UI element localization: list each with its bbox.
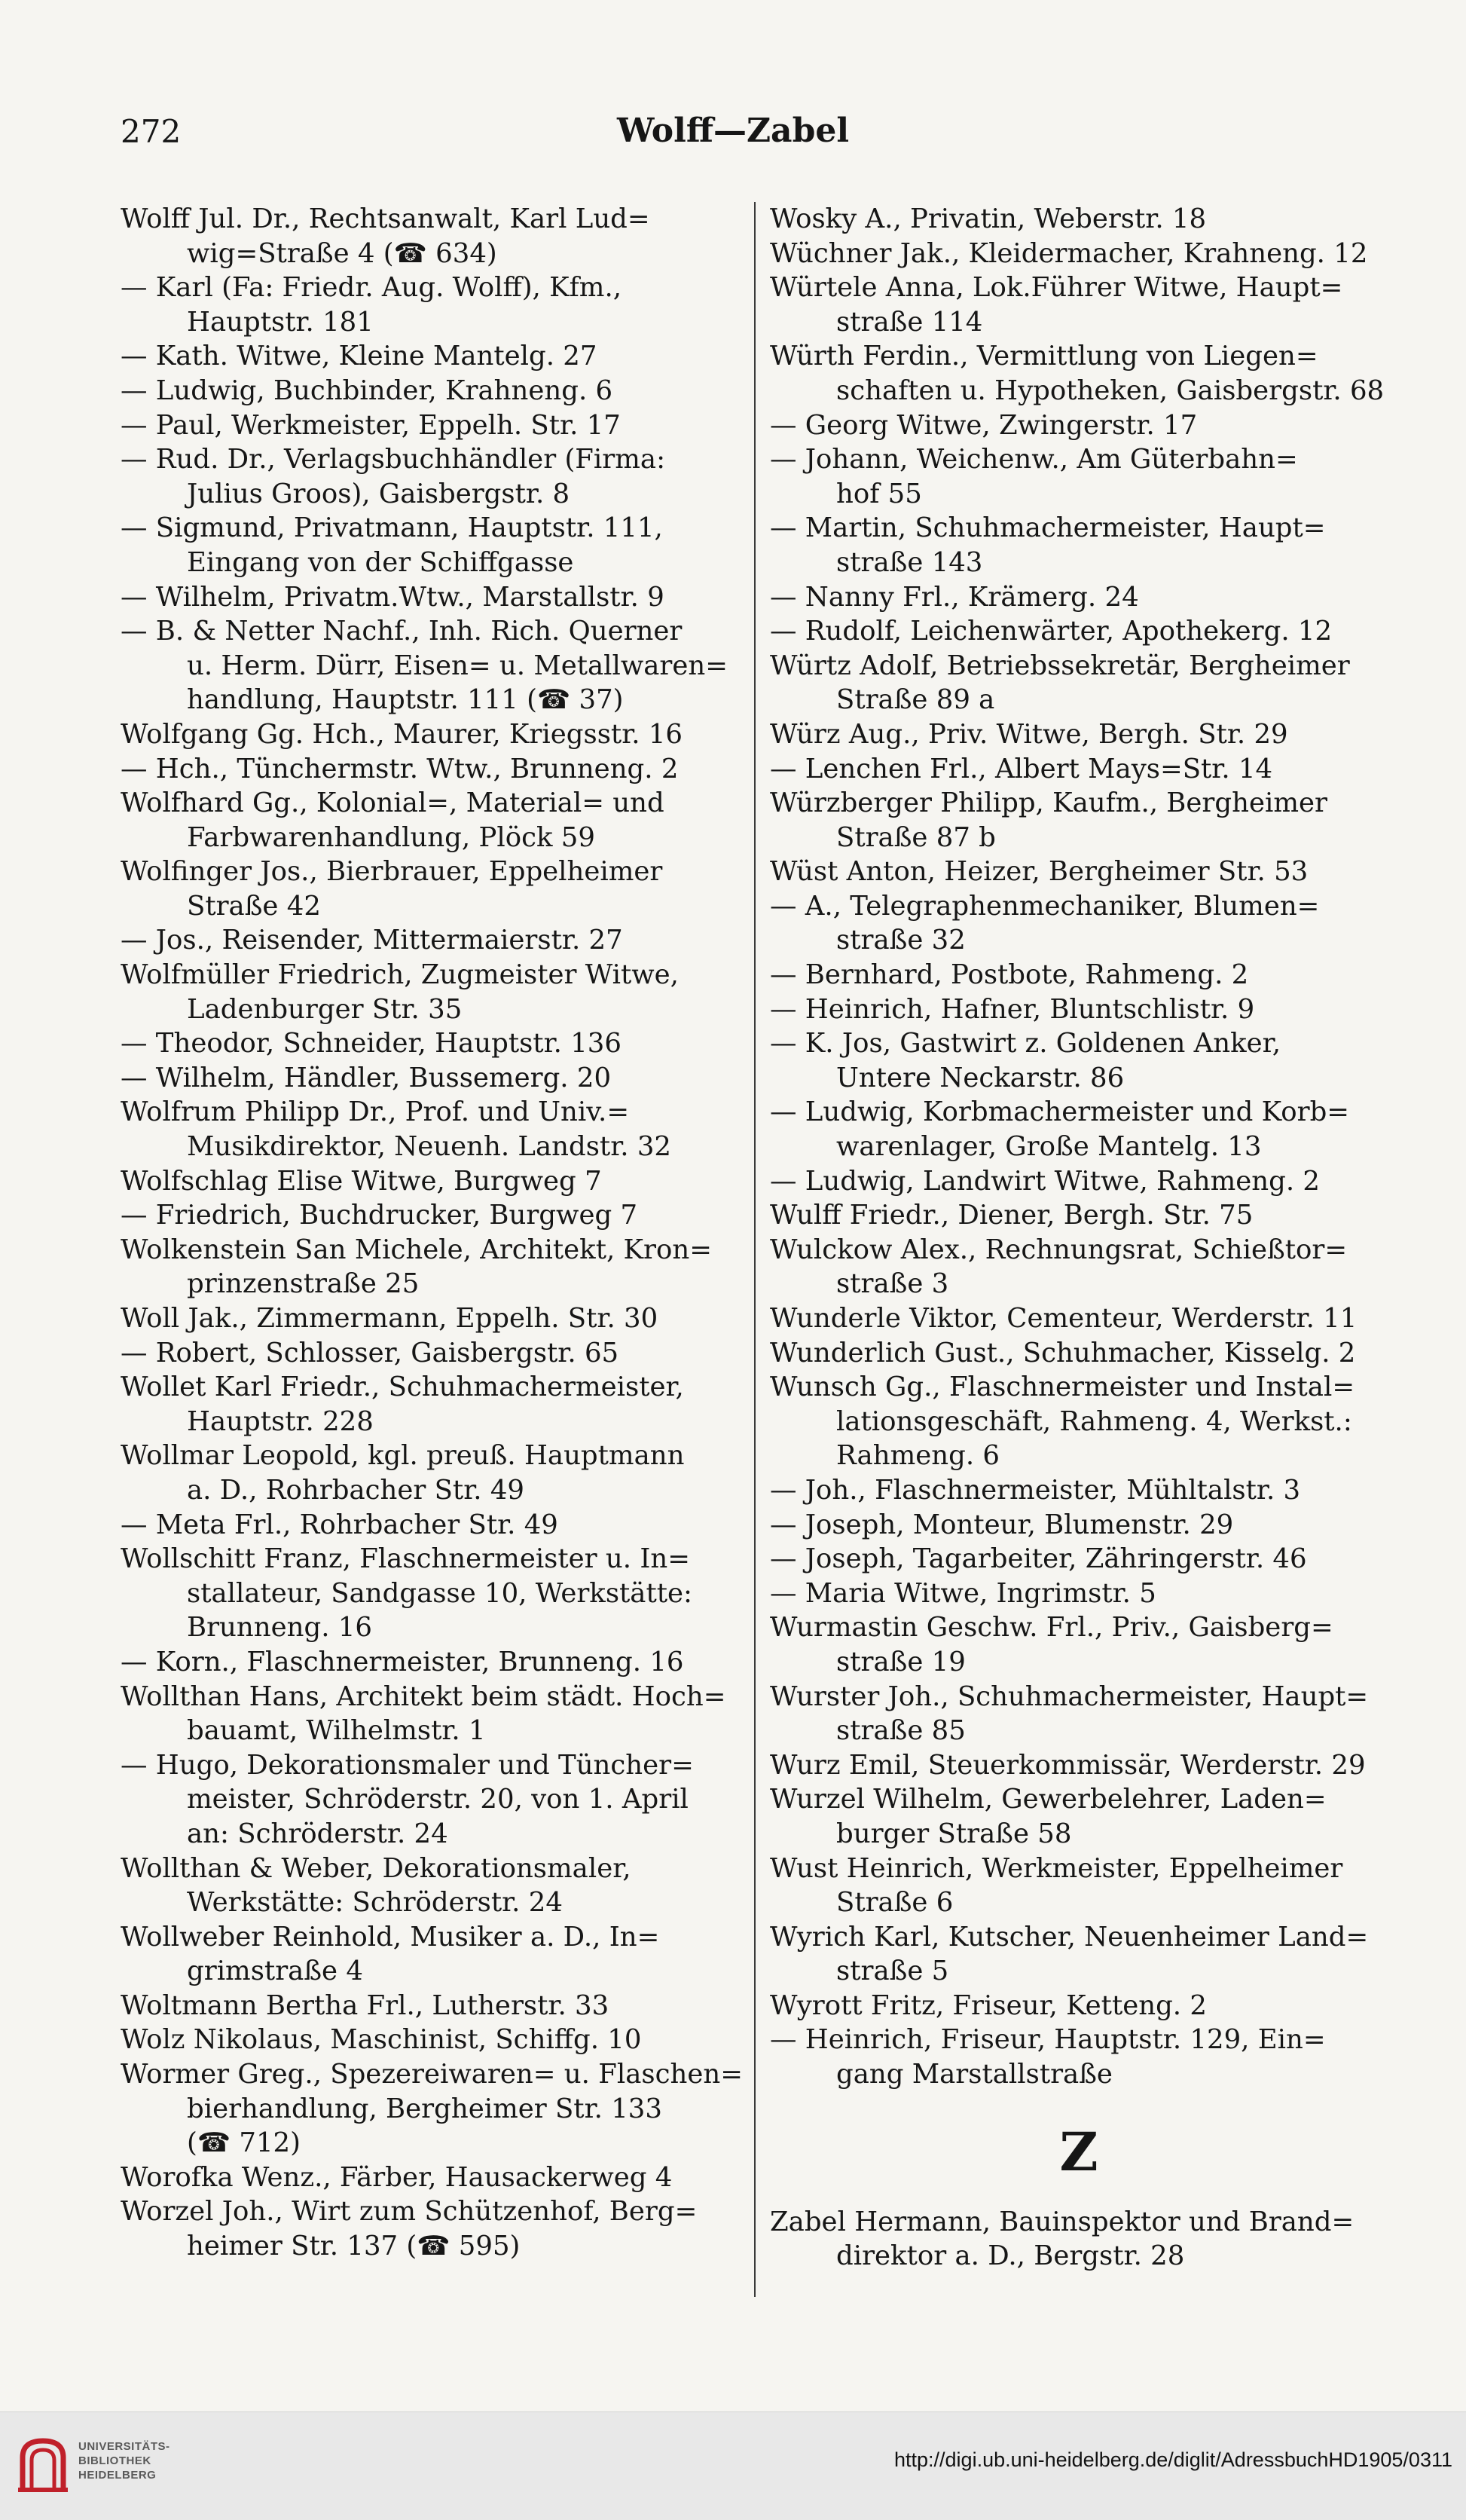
entry-continuation-line: handlung, Hauptstr. 111 (☎ 37) xyxy=(187,684,624,716)
entry-continuation-line: Ladenburger Str. 35 xyxy=(187,993,463,1025)
directory-entry xyxy=(770,271,1388,339)
directory-entry xyxy=(121,752,746,787)
directory-entry xyxy=(121,1439,746,1507)
directory-entry xyxy=(121,1095,746,1164)
entry-continuation-line: u. Herm. Dürr, Eisen= u. Metallwaren= xyxy=(187,650,728,681)
running-head: Wolff—Zabel xyxy=(616,112,850,150)
entry-continuation-line: bauamt, Wilhelmstr. 1 xyxy=(187,1715,486,1747)
entry-continuation-line: Farbwarenhandlung, Plöck 59 xyxy=(187,821,595,853)
directory-entry xyxy=(770,1164,1388,1199)
directory-entry xyxy=(770,1473,1388,1508)
entry-line: — Heinrich, Hafner, Bluntschlistr. 9 xyxy=(770,993,1255,1025)
entry-line: — Robert, Schlosser, Gaisbergstr. 65 xyxy=(121,1337,619,1369)
logo-line: BIBLIOTHEK xyxy=(78,2454,151,2467)
directory-entry xyxy=(770,752,1388,787)
entry-line: — Bernhard, Postbote, Rahmeng. 2 xyxy=(770,959,1249,991)
directory-entry xyxy=(770,1198,1388,1233)
section-letter-heading: Z xyxy=(1059,2120,1098,2183)
entry-line: Wollthan & Weber, Dekorationsmaler, xyxy=(121,1852,631,1884)
directory-entry xyxy=(770,1336,1388,1371)
entry-continuation-line: burger Straße 58 xyxy=(836,1818,1072,1849)
directory-entry xyxy=(770,1233,1388,1301)
footer-bar xyxy=(0,2411,1466,2520)
entry-line: Würtz Adolf, Betriebssekretär, Bergheimer xyxy=(770,650,1350,681)
entry-line: Wollmar Leopold, kgl. preuß. Hauptmann xyxy=(121,1440,685,1472)
directory-entry xyxy=(121,1508,746,1543)
entry-line: — Johann, Weichenw., Am Güterbahn= xyxy=(770,444,1298,476)
entry-line: Wormer Greg., Spezereiwaren= u. Flaschen= xyxy=(121,2059,743,2090)
entry-continuation-line: straße 5 xyxy=(836,1956,949,1987)
directory-entry xyxy=(770,1852,1388,1920)
directory-entry xyxy=(121,1920,746,1989)
directory-entry xyxy=(770,1782,1388,1851)
directory-entry xyxy=(121,2023,746,2057)
entry-continuation-line: direktor a. D., Bergstr. 28 xyxy=(836,2240,1185,2272)
entry-continuation-line: schaften u. Hypotheken, Gaisbergstr. 68 xyxy=(836,375,1385,406)
entry-line: Wollweber Reinhold, Musiker a. D., In= xyxy=(121,1921,660,1953)
directory-entry xyxy=(121,2161,746,2195)
entry-line: Würtele Anna, Lok.Führer Witwe, Haupt= xyxy=(770,272,1343,304)
entry-line: — Joseph, Monteur, Blumenstr. 29 xyxy=(770,1509,1234,1540)
directory-entry xyxy=(121,786,746,855)
entry-line: Wolfmüller Friedrich, Zugmeister Witwe, xyxy=(121,959,679,991)
entry-line: — B. & Netter Nachf., Inh. Rich. Querner xyxy=(121,616,683,647)
directory-entry xyxy=(770,889,1388,958)
entry-continuation-line: gang Marstallstraße xyxy=(836,2059,1113,2090)
directory-entry xyxy=(770,339,1388,408)
entry-line: Wunderle Viktor, Cementeur, Werderstr. 11 xyxy=(770,1303,1358,1334)
directory-entry xyxy=(121,442,746,511)
entry-line: Wurzel Wilhelm, Gewerbelehrer, Laden= xyxy=(770,1784,1327,1815)
directory-entry xyxy=(121,1852,746,1920)
entry-continuation-line: lationsgeschäft, Rahmeng. 4, Werkst.: xyxy=(836,1405,1352,1437)
entry-line: Wolff Jul. Dr., Rechtsanwalt, Karl Lud= xyxy=(121,203,650,234)
entry-continuation-line: Straße 42 xyxy=(187,890,321,922)
entry-line: — Wilhelm, Privatm.Wtw., Marstallstr. 9 xyxy=(121,581,664,613)
directory-entry xyxy=(770,1577,1388,1611)
entry-line: — Lenchen Frl., Albert Mays=Str. 14 xyxy=(770,753,1273,784)
entry-line: — Kath. Witwe, Kleine Mantelg. 27 xyxy=(121,341,597,372)
directory-entry xyxy=(770,1989,1388,2023)
entry-continuation-line: prinzenstraße 25 xyxy=(187,1268,420,1300)
entry-line: Wollet Karl Friedr., Schuhmachermeister, xyxy=(121,1372,684,1403)
entry-line: Wyrott Fritz, Friseur, Ketteng. 2 xyxy=(770,1989,1207,2021)
directory-entry xyxy=(121,958,746,1026)
entry-line: — Joh., Flaschnermeister, Mühltalstr. 3 xyxy=(770,1474,1301,1506)
entry-line: — K. Jos, Gastwirt z. Goldenen Anker, xyxy=(770,1028,1281,1060)
directory-entry xyxy=(770,614,1388,649)
entry-line: — Maria Witwe, Ingrimstr. 5 xyxy=(770,1577,1156,1609)
right-column xyxy=(770,202,1388,2274)
entry-line: Wosky A., Privatin, Weberstr. 18 xyxy=(770,203,1207,234)
directory-entry xyxy=(770,2023,1388,2091)
entry-line: — Wilhelm, Händler, Bussemerg. 20 xyxy=(121,1062,612,1093)
entry-line: — Theodor, Schneider, Hauptstr. 136 xyxy=(121,1028,622,1060)
entry-continuation-line: straße 114 xyxy=(836,306,983,338)
directory-entry xyxy=(121,1026,746,1061)
directory-entry xyxy=(770,511,1388,580)
directory-entry xyxy=(770,1748,1388,1783)
entry-continuation-line: an: Schröderstr. 24 xyxy=(187,1818,448,1849)
entry-continuation-line: Werkstätte: Schröderstr. 24 xyxy=(187,1887,563,1919)
entry-line: — Ludwig, Buchbinder, Krahneng. 6 xyxy=(121,375,613,406)
entry-line: — Rudolf, Leichenwärter, Apothekerg. 12 xyxy=(770,616,1333,647)
entry-line: Worzel Joh., Wirt zum Schützenhof, Berg= xyxy=(121,2196,698,2228)
directory-entry xyxy=(770,786,1388,855)
directory-entry xyxy=(770,1508,1388,1543)
entry-line: Wunsch Gg., Flaschnermeister und Instal= xyxy=(770,1372,1355,1403)
entry-line: — Meta Frl., Rohrbacher Str. 49 xyxy=(121,1509,558,1540)
entry-continuation-line: wig=Straße 4 (☎ 634) xyxy=(187,237,497,269)
entry-line: Würz Aug., Priv. Witwe, Bergh. Str. 29 xyxy=(770,718,1288,750)
entry-line: Woll Jak., Zimmermann, Eppelh. Str. 30 xyxy=(121,1303,658,1334)
directory-entry xyxy=(121,1680,746,1748)
directory-entry xyxy=(770,1095,1388,1164)
directory-entry xyxy=(121,1645,746,1680)
entry-line: Wolz Nikolaus, Maschinist, Schiffg. 10 xyxy=(121,2024,642,2056)
entry-line: Wolfrum Philipp Dr., Prof. und Univ.= xyxy=(121,1096,630,1128)
entry-line: Wüst Anton, Heizer, Bergheimer Str. 53 xyxy=(770,856,1309,888)
directory-entry xyxy=(770,2205,1388,2274)
entry-line: — Karl (Fa: Friedr. Aug. Wolff), Kfm., xyxy=(121,272,622,304)
entry-line: Worofka Wenz., Färber, Hausackerweg 4 xyxy=(121,2161,673,2193)
entry-continuation-line: Straße 89 a xyxy=(836,684,995,716)
directory-entry xyxy=(770,1610,1388,1679)
entry-continuation-line: (☎ 712) xyxy=(187,2127,301,2159)
directory-entry xyxy=(121,2194,746,2263)
entry-continuation-line: stallateur, Sandgasse 10, Werkstätte: xyxy=(187,1577,692,1609)
entry-line: Wurster Joh., Schuhmachermeister, Haupt= xyxy=(770,1681,1369,1712)
directory-entry xyxy=(121,511,746,580)
column-divider xyxy=(754,202,756,2297)
entry-line: Wurmastin Geschw. Frl., Priv., Gaisberg= xyxy=(770,1612,1333,1644)
directory-entry xyxy=(770,202,1388,237)
entry-line: Wolfgang Gg. Hch., Maurer, Kriegsstr. 16 xyxy=(121,718,683,750)
entry-continuation-line: straße 3 xyxy=(836,1268,949,1300)
entry-continuation-line: a. D., Rohrbacher Str. 49 xyxy=(187,1474,525,1506)
entry-line: — Georg Witwe, Zwingerstr. 17 xyxy=(770,409,1198,441)
entry-line: Wolfhard Gg., Kolonial=, Material= und xyxy=(121,788,664,819)
entry-continuation-line: hof 55 xyxy=(836,478,922,509)
entry-line: — Jos., Reisender, Mittermaierstr. 27 xyxy=(121,925,623,956)
logo-line: UNIVERSITÄTS- xyxy=(78,2440,170,2453)
directory-entry xyxy=(770,855,1388,889)
entry-continuation-line: Musikdirektor, Neuenh. Landstr. 32 xyxy=(187,1131,672,1163)
entry-line: Wulckow Alex., Rechnungsrat, Schießtor= xyxy=(770,1234,1348,1265)
entry-continuation-line: Untere Neckarstr. 86 xyxy=(836,1062,1125,1093)
entry-line: Wollthan Hans, Architekt beim städt. Hoch= xyxy=(121,1681,726,1712)
entry-line: — Hugo, Dekorationsmaler und Tüncher= xyxy=(121,1749,694,1781)
directory-entry xyxy=(121,855,746,923)
directory-entry xyxy=(770,580,1388,615)
directory-entry xyxy=(121,1233,746,1301)
directory-entry xyxy=(770,649,1388,717)
entry-line: — Korn., Flaschnermeister, Brunneng. 16 xyxy=(121,1646,684,1677)
directory-entry xyxy=(121,614,746,717)
entry-line: Wüchner Jak., Kleidermacher, Krahneng. 12 xyxy=(770,237,1368,269)
entry-continuation-line: Hauptstr. 228 xyxy=(187,1405,374,1437)
logo-line: HEIDELBERG xyxy=(78,2469,157,2482)
entry-line: — Sigmund, Privatmann, Hauptstr. 111, xyxy=(121,512,663,544)
entry-continuation-line: Julius Groos), Gaisbergstr. 8 xyxy=(187,478,570,509)
entry-line: Wulff Friedr., Diener, Bergh. Str. 75 xyxy=(770,1200,1254,1231)
directory-entry xyxy=(121,1164,746,1199)
directory-entry xyxy=(121,1301,746,1336)
entry-continuation-line: Straße 87 b xyxy=(836,821,996,853)
directory-entry xyxy=(121,271,746,339)
entry-line: Wollschitt Franz, Flaschnermeister u. In= xyxy=(121,1543,690,1575)
directory-entry xyxy=(121,2057,746,2161)
directory-entry xyxy=(121,408,746,443)
entry-line: — Paul, Werkmeister, Eppelh. Str. 17 xyxy=(121,409,621,441)
entry-line: Wolfinger Jos., Bierbrauer, Eppelheimer xyxy=(121,856,663,888)
page-number: 272 xyxy=(121,113,182,150)
directory-entry xyxy=(770,442,1388,511)
entry-line: Wurz Emil, Steuerkommissär, Werderstr. 29 xyxy=(770,1749,1366,1781)
directory-entry xyxy=(121,1748,746,1852)
entry-line: Wolfschlag Elise Witwe, Burgweg 7 xyxy=(121,1165,602,1197)
directory-entry xyxy=(121,1370,746,1439)
entry-line: Wyrich Karl, Kutscher, Neuenheimer Land= xyxy=(770,1921,1369,1953)
entry-continuation-line: bierhandlung, Bergheimer Str. 133 xyxy=(187,2093,662,2124)
left-column xyxy=(121,202,746,2264)
source-url-link[interactable]: http://digi.ub.uni-heidelberg.de/diglit/AdressbuchHD1905/0311 xyxy=(894,2448,1452,2471)
directory-entry xyxy=(770,1920,1388,1989)
directory-entry xyxy=(770,992,1388,1027)
entry-continuation-line: Straße 6 xyxy=(836,1887,954,1919)
entry-continuation-line: straße 85 xyxy=(836,1715,966,1747)
directory-entry xyxy=(770,958,1388,992)
directory-entry xyxy=(121,1989,746,2023)
entry-continuation-line: straße 19 xyxy=(836,1646,966,1677)
directory-entry xyxy=(770,717,1388,752)
entry-continuation-line: straße 143 xyxy=(836,546,983,578)
entry-line: Zabel Hermann, Bauinspektor und Brand= xyxy=(770,2206,1355,2237)
entry-continuation-line: Eingang von der Schiffgasse xyxy=(187,546,574,578)
entry-continuation-line: Brunneng. 16 xyxy=(187,1612,372,1644)
entry-line: — Martin, Schuhmachermeister, Haupt= xyxy=(770,512,1326,544)
entry-continuation-line: grimstraße 4 xyxy=(187,1956,363,1987)
entry-continuation-line: meister, Schröderstr. 20, von 1. April xyxy=(187,1784,689,1815)
directory-entry xyxy=(121,1061,746,1096)
university-logo-icon xyxy=(17,2435,69,2495)
directory-entry xyxy=(770,1026,1388,1095)
entry-continuation-line: warenlager, Große Mantelg. 13 xyxy=(836,1131,1262,1163)
entry-line: — Rud. Dr., Verlagsbuchhändler (Firma: xyxy=(121,444,666,476)
directory-entry xyxy=(121,202,746,271)
directory-entry xyxy=(121,580,746,615)
entry-line: — A., Telegraphenmechaniker, Blumen= xyxy=(770,890,1320,922)
directory-entry xyxy=(121,717,746,752)
entry-continuation-line: Hauptstr. 181 xyxy=(187,306,374,338)
directory-entry xyxy=(121,374,746,408)
entry-line: Würth Ferdin., Vermittlung von Liegen= xyxy=(770,341,1318,372)
directory-entry xyxy=(121,1336,746,1371)
entry-line: Wunderlich Gust., Schuhmacher, Kisselg. 2 xyxy=(770,1337,1356,1369)
directory-entry xyxy=(121,1198,746,1233)
entry-line: — Heinrich, Friseur, Hauptstr. 129, Ein= xyxy=(770,2024,1326,2056)
entry-line: — Friedrich, Buchdrucker, Burgweg 7 xyxy=(121,1200,638,1231)
directory-entry xyxy=(121,923,746,958)
entry-line: — Nanny Frl., Krämerg. 24 xyxy=(770,581,1139,613)
directory-entry xyxy=(770,1680,1388,1748)
directory-entry xyxy=(770,237,1388,271)
directory-entry xyxy=(770,1542,1388,1577)
entry-continuation-line: heimer Str. 137 (☎ 595) xyxy=(187,2231,521,2262)
entry-line: — Joseph, Tagarbeiter, Zähringerstr. 46 xyxy=(770,1543,1307,1575)
library-logo-text xyxy=(78,2439,170,2482)
entry-line: — Ludwig, Korbmachermeister und Korb= xyxy=(770,1096,1350,1128)
entry-line: Würzberger Philipp, Kaufm., Bergheimer xyxy=(770,788,1327,819)
entry-line: — Ludwig, Landwirt Witwe, Rahmeng. 2 xyxy=(770,1165,1321,1197)
directory-entry xyxy=(121,339,746,374)
directory-entry xyxy=(770,408,1388,443)
directory-entry xyxy=(770,1370,1388,1473)
entry-line: — Hch., Tünchermstr. Wtw., Brunneng. 2 xyxy=(121,753,679,784)
entry-line: Wolkenstein San Michele, Architekt, Kron= xyxy=(121,1234,713,1265)
entry-line: Wust Heinrich, Werkmeister, Eppelheimer xyxy=(770,1852,1343,1884)
entry-continuation-line: straße 32 xyxy=(836,925,966,956)
directory-entry xyxy=(770,1301,1388,1336)
directory-entry xyxy=(121,1542,746,1645)
entry-continuation-line: Rahmeng. 6 xyxy=(836,1440,1000,1472)
entry-line: Woltmann Bertha Frl., Lutherstr. 33 xyxy=(121,1989,609,2021)
